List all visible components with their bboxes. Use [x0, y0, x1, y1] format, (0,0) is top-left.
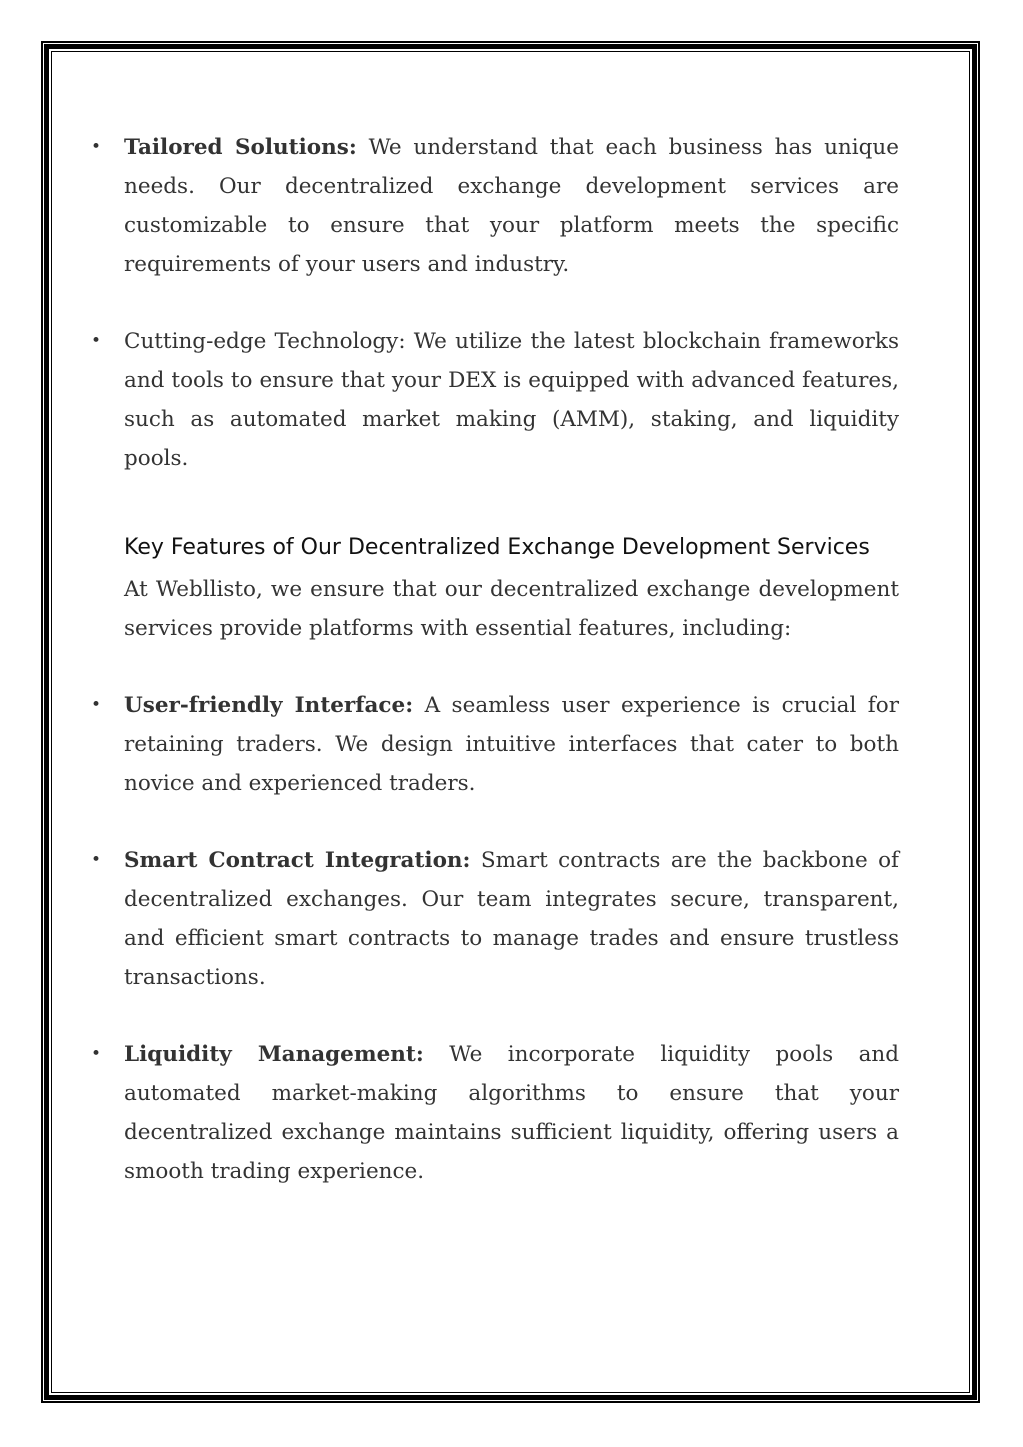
bullet-item-title: Liquidity Management:	[124, 1042, 424, 1067]
bullet-item-cutting-edge-technology	[124, 322, 899, 478]
bullet-item-tailored-solutions	[124, 128, 899, 284]
bullet-item-title: User-friendly Interface:	[124, 693, 414, 718]
bullet-item-title: Smart Contract Integration:	[124, 848, 471, 873]
bullet-item-user-friendly-interface	[124, 686, 899, 803]
bullet-item-smart-contract-integration	[124, 841, 899, 997]
bullet-item-liquidity-management	[124, 1035, 899, 1191]
bullet-item-text: Cutting-edge Technology: We utilize the latest blockchain frameworks and tools to ensure that your DEX is equipped with advanced features, such as automated market making (AMM), staking, and liquidity pools.	[124, 329, 899, 471]
bullet-item-text: Smart contracts are the backbone of decentralized exchanges. Our team integrates secure, transparent, and efficient smart contracts to manage trades and ensure trustless transactions.	[124, 848, 899, 990]
document-content	[124, 128, 899, 1191]
bullet-item-title: Tailored Solutions:	[124, 135, 357, 160]
bullet-item-text: A seamless user experience is crucial for retaining traders. We design intuitive interfaces that cater to both novice and experienced traders.	[124, 693, 899, 796]
bullet-item-text: We incorporate liquidity pools and automated market-making algorithms to ensure that your decentralized exchange maintains sufficient liquidity, offering users a smooth trading experience.	[124, 1042, 899, 1184]
bullet-item-text: We understand that each business has unique needs. Our decentralized exchange development services are customizable to ensure that your platform meets the specific requirements of your users and industry.	[124, 135, 899, 277]
section-intro: At Webllisto, we ensure that our decentralized exchange development services provide platforms with essential features, including:	[124, 577, 899, 641]
section-heading: Key Features of Our Decentralized Exchange Development Services	[124, 535, 870, 560]
